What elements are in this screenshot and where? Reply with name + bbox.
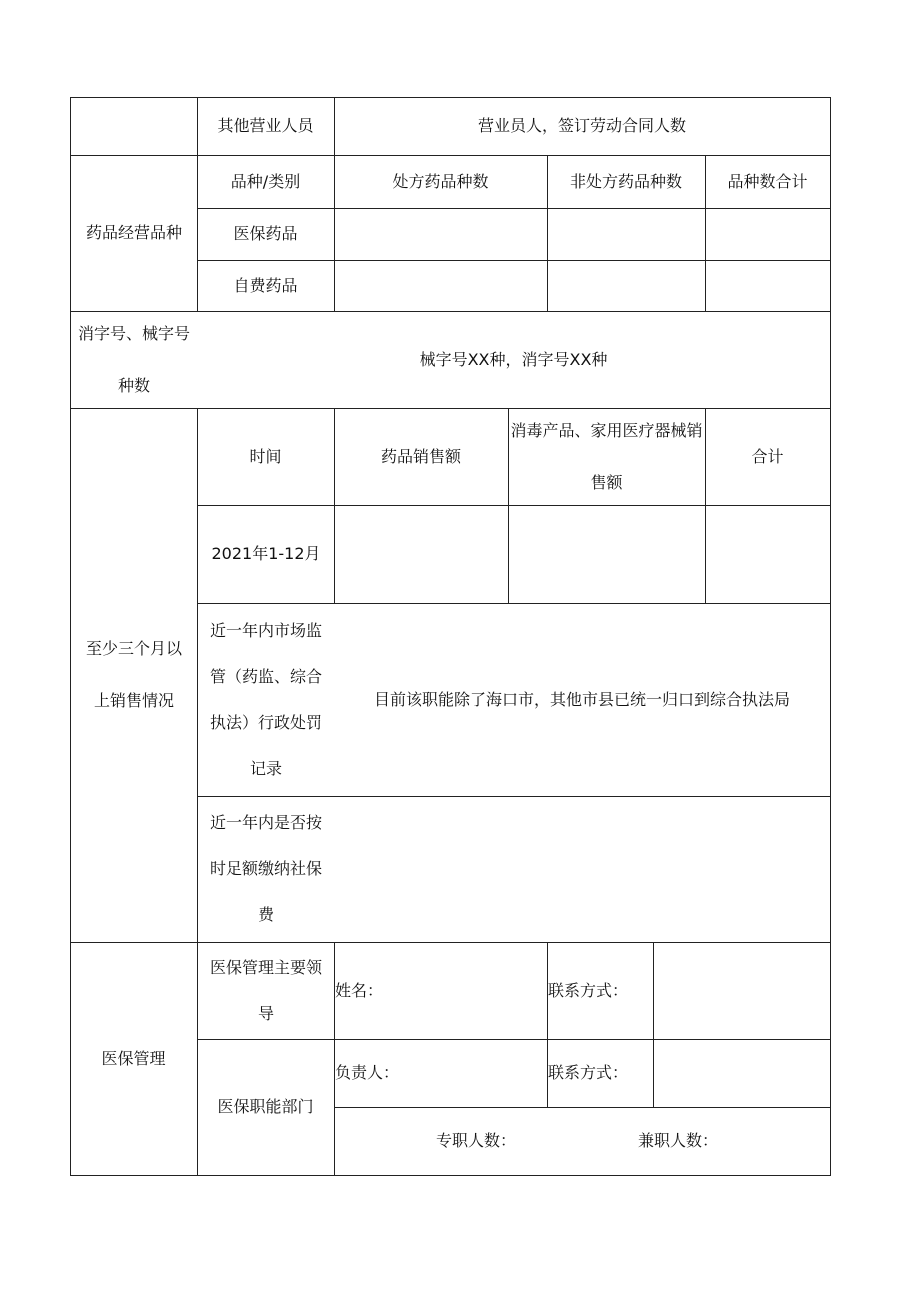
staff-count-field[interactable]	[334, 1107, 830, 1175]
drug-header-category-text: 品种/类别	[230, 171, 301, 191]
device-numbers-label-text: 消字号、械字号种数	[77, 323, 190, 395]
social-security-label-text: 近一年内是否按时足额缴纳社保费	[209, 813, 322, 924]
drug-variety-section-label	[78, 155, 190, 311]
penalty-value: 目前该职能除了海口市，其他市县已统一归口到综合执法局	[373, 689, 790, 709]
sales-header-device-text: 消毒产品、家用医疗器械销售额	[510, 420, 703, 492]
sales-header-drug-text: 药品销售额	[380, 446, 461, 466]
drug-header-otc-text: 非处方药品种数	[569, 171, 682, 191]
leader-name-label: 姓名：	[335, 980, 384, 1000]
sales-header-total-text: 合计	[751, 446, 784, 466]
device-sales-field[interactable]	[508, 505, 705, 603]
insurance-dept-label-text: 医保职能部门	[217, 1097, 314, 1116]
selfpay-total-field[interactable]	[705, 260, 830, 311]
insurance-section-text: 医保管理	[101, 1048, 166, 1068]
drug-row-insured-label: 医保药品	[233, 224, 298, 243]
dept-contact-field[interactable]	[653, 1039, 830, 1107]
leader-contact-label	[548, 942, 653, 1039]
sales-header-time-text: 时间	[249, 446, 282, 466]
drug-header-rx	[334, 155, 547, 208]
penalty-label	[204, 603, 328, 796]
drug-header-total	[705, 155, 830, 208]
device-numbers-field[interactable]	[197, 311, 830, 408]
fulltime-count-label: 专职人数：	[436, 1131, 517, 1150]
leader-contact-field[interactable]	[653, 942, 830, 1039]
sales-section-label	[84, 408, 184, 942]
selfpay-otc-field[interactable]	[547, 260, 705, 311]
table-row-label	[197, 260, 334, 311]
device-numbers-value: 械字号XX种，消字号XX种	[419, 349, 608, 369]
drug-header-otc	[547, 155, 705, 208]
dept-head-label: 负责人：	[335, 1063, 400, 1082]
sales-period-text: 2021年1-12月	[211, 544, 321, 563]
dept-head-field[interactable]	[335, 1039, 547, 1107]
sales-header-time	[197, 408, 334, 505]
drug-row-selfpay-label: 自费药品	[233, 275, 298, 295]
sales-header-drug	[334, 408, 508, 505]
dept-contact-label	[548, 1039, 653, 1107]
drug-header-category	[197, 155, 334, 208]
insured-total-field[interactable]	[705, 208, 830, 260]
staff-label-text: 其他营业人员	[217, 116, 314, 135]
staff-label	[197, 97, 334, 155]
sales-period-label	[208, 505, 324, 603]
insurance-leader-label	[204, 942, 328, 1039]
table-row-label	[197, 208, 334, 260]
staff-value-text: 营业员人，签订劳动合同人数	[477, 116, 686, 135]
staff-value-field[interactable]	[334, 97, 830, 155]
leader-name-field[interactable]	[335, 942, 547, 1039]
insurance-section-label	[70, 942, 197, 1175]
penalty-field[interactable]	[334, 603, 830, 796]
parttime-count-label: 兼职人数：	[638, 1131, 719, 1150]
social-security-label	[204, 796, 328, 942]
insured-otc-field[interactable]	[547, 208, 705, 260]
social-security-field[interactable]	[334, 796, 830, 942]
insurance-leader-label-text: 医保管理主要领导	[209, 957, 322, 1023]
penalty-label-text: 近一年内市场监管（药监、综合执法）行政处罚记录	[209, 620, 322, 778]
drug-variety-section-text: 药品经营品种	[85, 223, 182, 242]
drug-sales-field[interactable]	[334, 505, 508, 603]
selfpay-rx-field[interactable]	[334, 260, 547, 311]
drug-header-rx-text: 处方药品种数	[392, 171, 489, 191]
sales-header-total	[705, 408, 830, 505]
insurance-dept-label	[197, 1039, 334, 1175]
dept-contact-label-text: 联系方式：	[548, 1063, 629, 1082]
drug-header-total-text: 品种数合计	[727, 171, 808, 191]
insured-rx-field[interactable]	[334, 208, 547, 260]
device-numbers-label	[76, 311, 192, 408]
sales-total-field[interactable]	[705, 505, 830, 603]
sales-header-device	[508, 408, 705, 505]
leader-contact-label-text: 联系方式：	[548, 980, 629, 1000]
sales-section-text: 至少三个月以上销售情况	[85, 639, 182, 710]
